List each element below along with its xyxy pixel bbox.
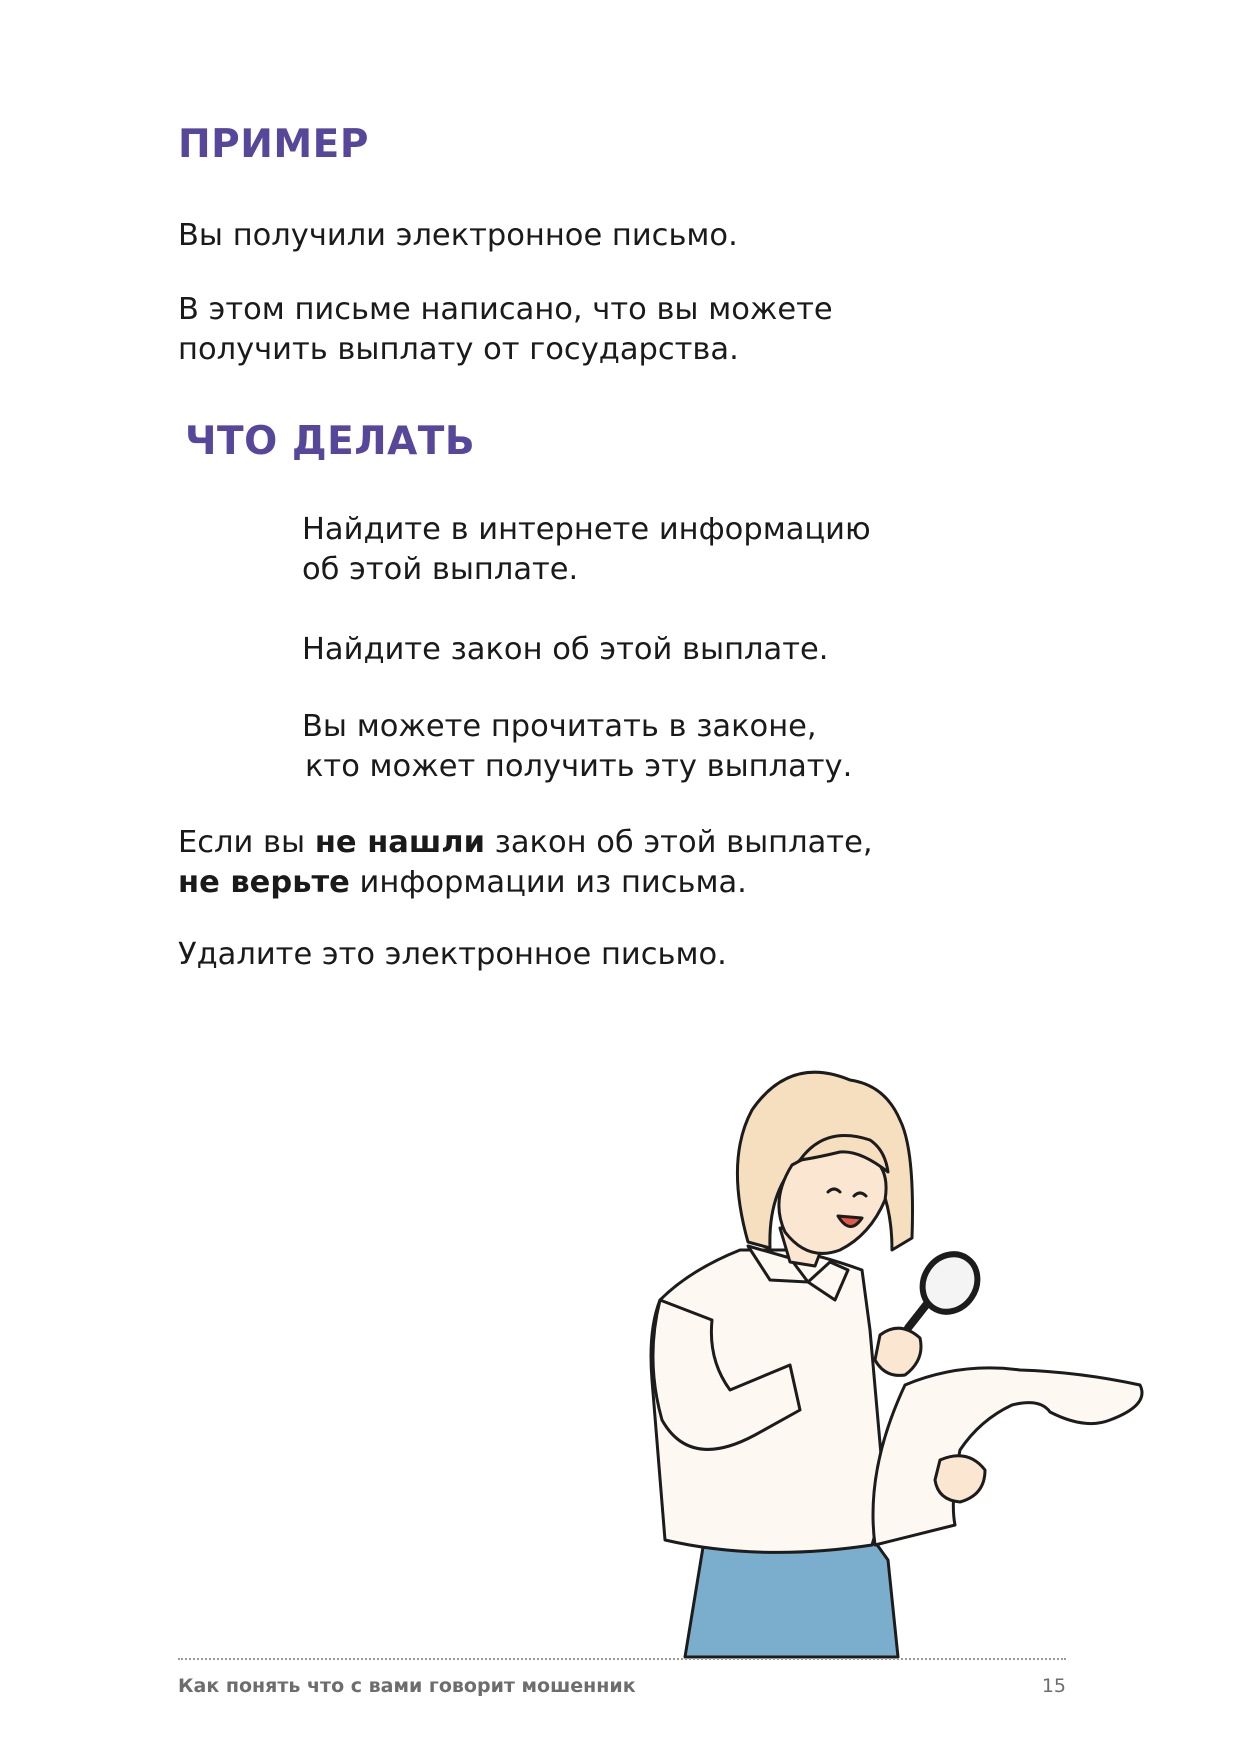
letter-line-2: получить выплату от государства. <box>178 332 739 367</box>
step-search-internet <box>302 510 871 590</box>
warning-bold-not-found: не нашли <box>314 825 485 860</box>
warning-text-1: Если вы <box>178 825 315 860</box>
hand-magnifier <box>875 1328 921 1375</box>
step-find-law <box>302 630 828 670</box>
footer-divider <box>178 1658 1066 1660</box>
paper <box>873 1368 1142 1545</box>
heading-example: ПРИМЕР <box>178 122 369 167</box>
step-2-line-1: Найдите закон об этой выплате. <box>302 632 829 667</box>
step-1-line-2: об этой выплате. <box>302 552 579 587</box>
paragraph-warning <box>178 823 873 903</box>
woman-with-magnifier-illustration <box>640 1065 1160 1665</box>
step-3-line-2: кто может получить эту выплату. <box>305 749 853 784</box>
warning-bold-do-not-trust: не верьте <box>178 865 350 900</box>
warning-text-2: закон об этой выплате, <box>484 825 873 860</box>
warning-line-2 <box>178 863 873 903</box>
warning-text-3: информации из письма. <box>349 865 747 900</box>
paragraph-letter-content <box>178 290 833 370</box>
heading-what-to-do: ЧТО ДЕЛАТЬ <box>185 419 476 464</box>
paragraph-delete-email: Удалите это электронное письмо. <box>178 937 727 972</box>
face <box>779 1149 886 1254</box>
hand-paper <box>935 1456 985 1502</box>
letter-line-1: В этом письме написано, что вы можете <box>178 292 833 327</box>
step-1-line-1: Найдите в интернете информацию <box>302 512 871 547</box>
step-3-line-1: Вы можете прочитать в законе, <box>302 709 817 744</box>
page-number: 15 <box>1041 1675 1066 1697</box>
paragraph-received-email: Вы получили электронное письмо. <box>178 218 738 253</box>
footer-title: Как понять что с вами говорит мошенник <box>178 1675 636 1697</box>
step-read-law <box>302 707 852 787</box>
warning-line-1 <box>178 823 873 863</box>
